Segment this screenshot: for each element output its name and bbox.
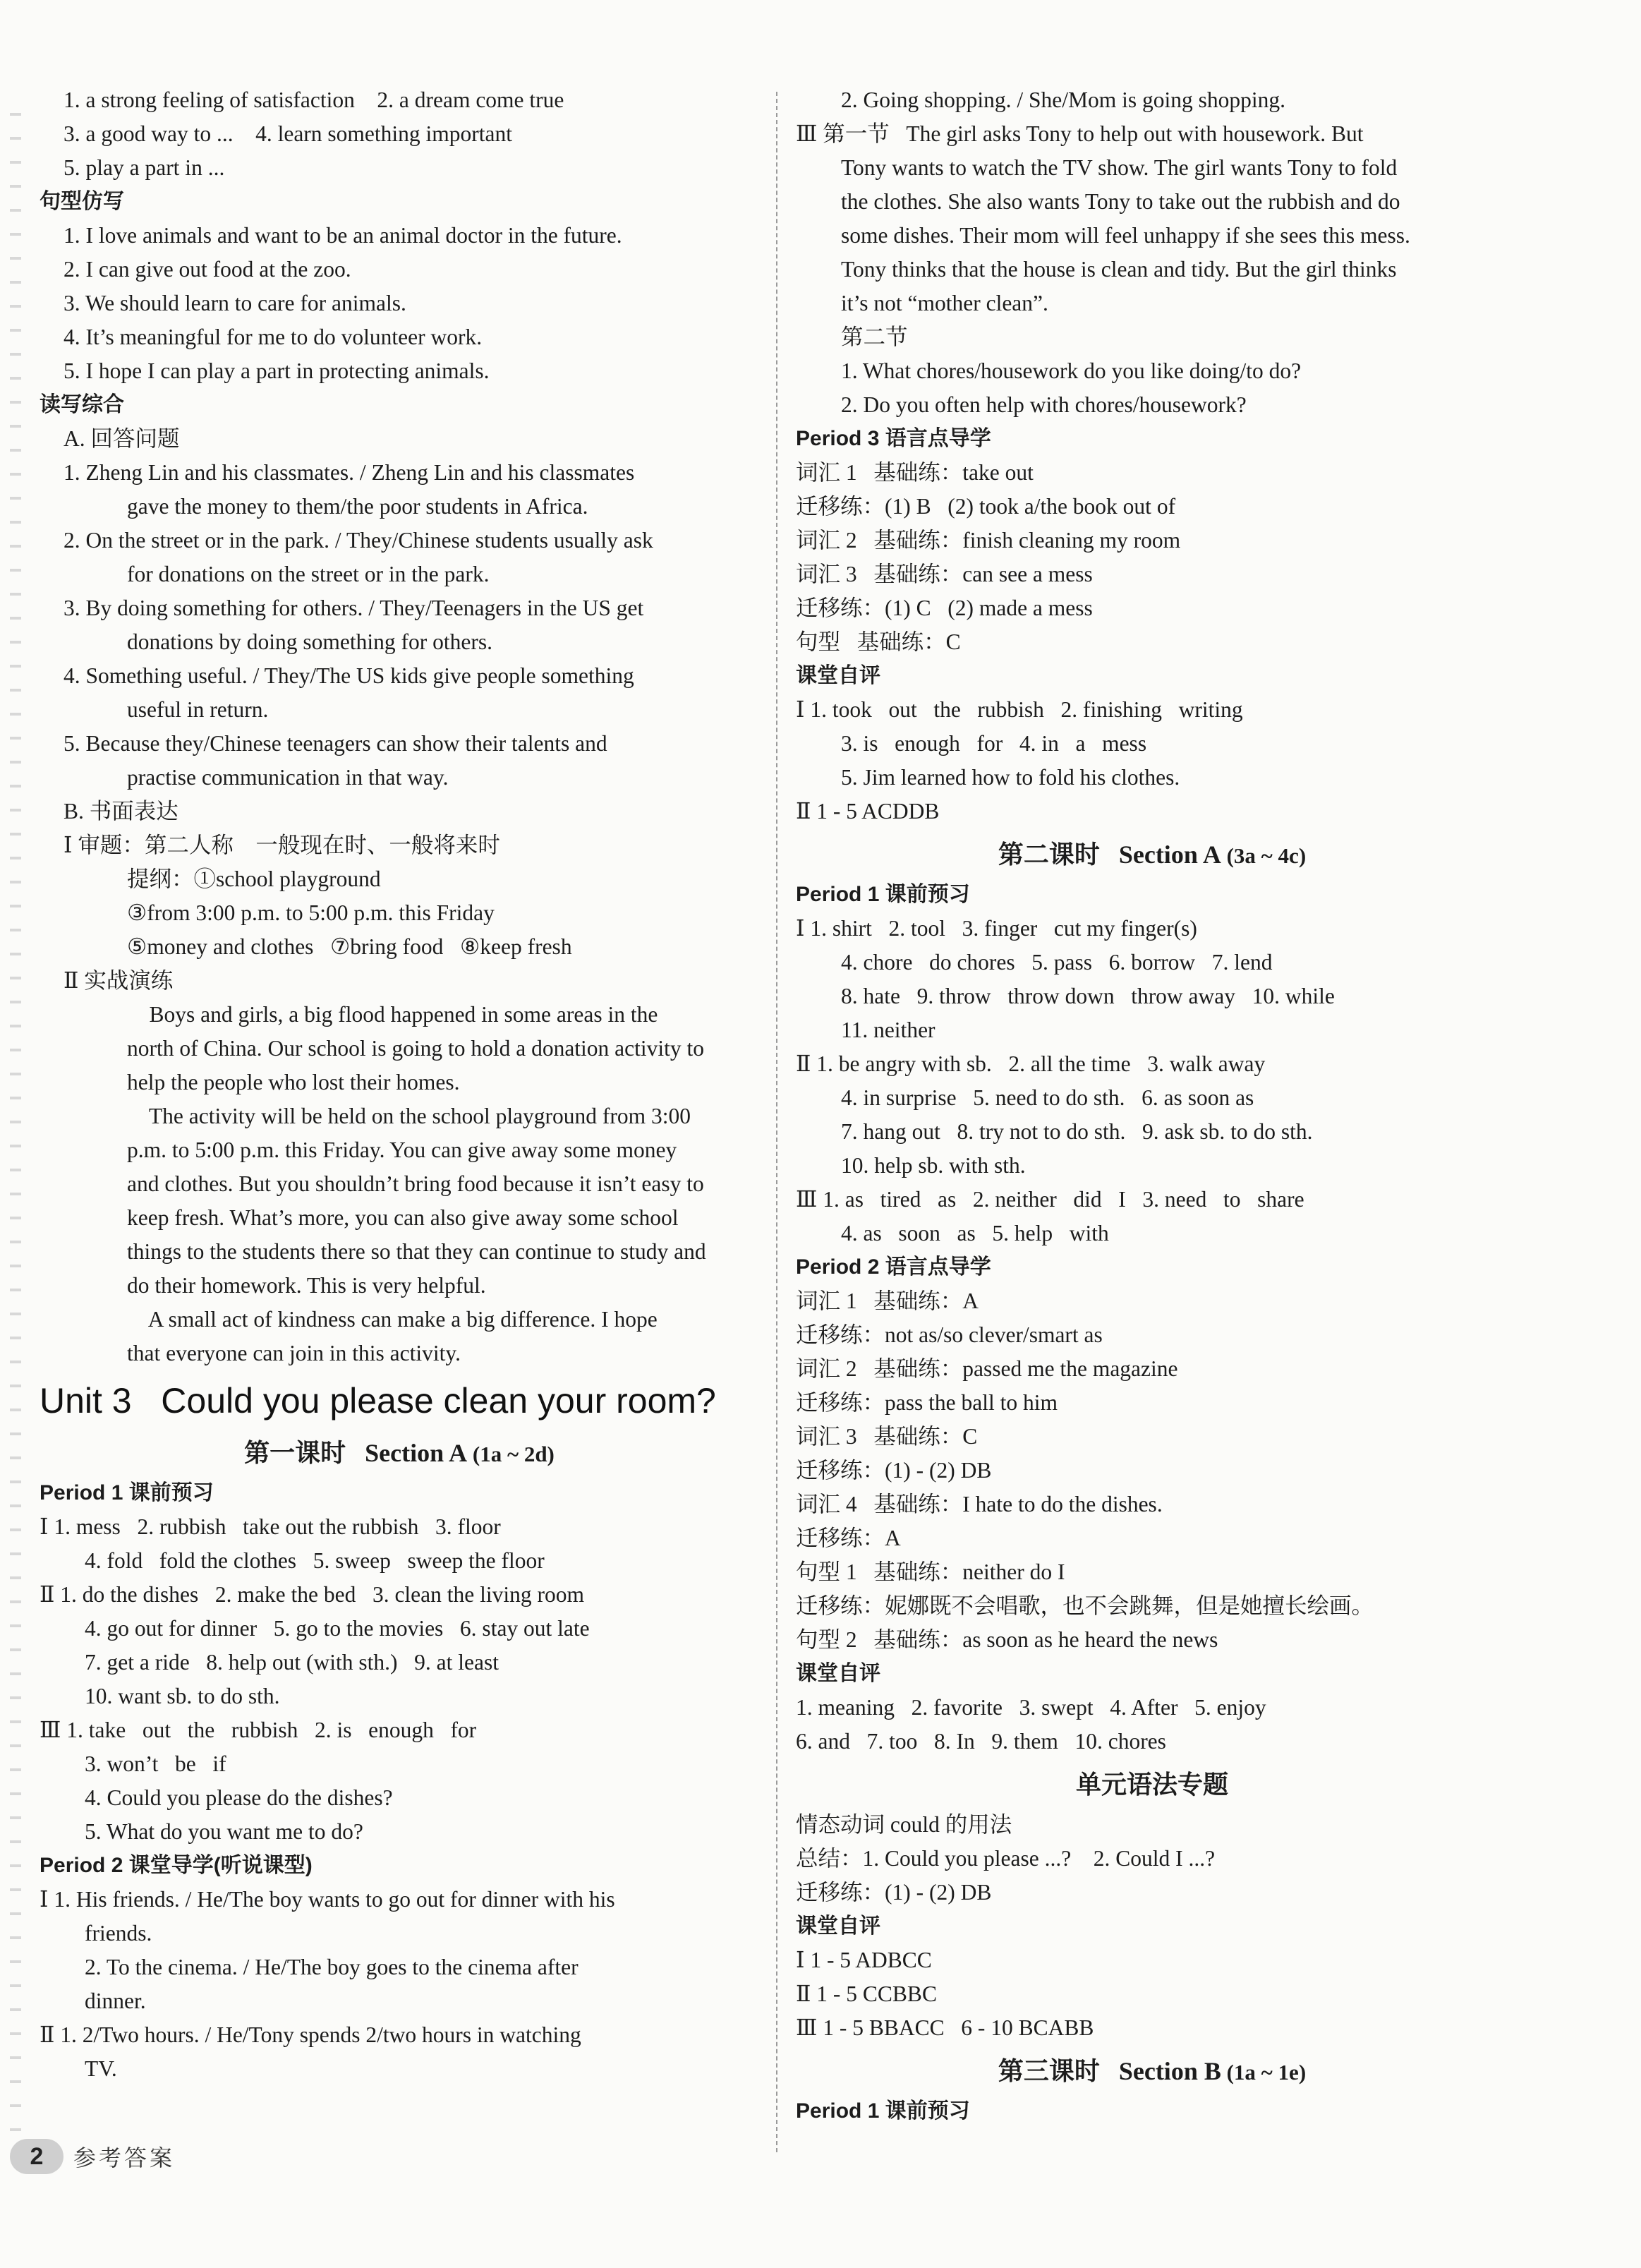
answer-line: 5. play a part in ... [63,155,225,180]
answer-line: 1. What chores/housework do you like doing/to do? [841,358,1302,383]
answer-line: 4. go out for dinner 5. go to the movies 6. stay out late [85,1616,590,1641]
answer-line: Ⅱ 1. do the dishes 2. make the bed 3. clean the living room [40,1582,584,1607]
answer-line: 迁移练：A [796,1526,901,1550]
lesson-heading-main: 第一课时 Section A [244,1439,468,1467]
answer-line: ⑤money and clothes ⑦bring food ⑧keep fresh [127,934,572,959]
right-answers-grammar [796,1808,1508,2045]
answer-line: do their homework. This is very helpful. [127,1273,486,1298]
answer-line: 3. We should learn to care for animals. [63,291,406,315]
answer-line: A. 回答问题 [63,426,180,451]
section-heading: 读写综合 [40,393,124,416]
answer-line: 1. I love animals and want to be an animal doctor in the future. [63,223,622,248]
unit-title: Unit 3 Could you please clean your room? [40,1381,716,1420]
answer-line: 迁移练：妮娜既不会唱歌，也不会跳舞，但是她擅长绘画。 [796,1593,1374,1618]
answer-line: Ⅲ 第一节 The girl asks Tony to help out with housework. But [796,121,1364,146]
section-heading: Period 1 课前预习 [40,1481,214,1504]
answer-line: 总结：1. Could you please ...? 2. Could I ...? [796,1846,1216,1871]
section-heading: Period 1 课前预习 [796,883,970,906]
lesson-heading-range: (3a ~ 4c) [1221,843,1307,868]
answer-line: 7. get a ride 8. help out (with sth.) 9. at least [85,1650,499,1675]
answer-line: 3. won’t be if [85,1751,226,1776]
answer-line: 词汇 2 基础练：finish cleaning my room [796,528,1181,553]
right-answers-part4 [796,2094,1508,2128]
answer-line: 4. It’s meaningful for me to do volunteer work. [63,325,483,349]
answer-line: 4. fold fold the clothes 5. sweep sweep the floor [85,1548,545,1573]
answer-line: 提纲：①school playground [127,867,381,891]
binding-edge [10,92,21,2145]
answer-line: 4. Could you please do the dishes? [85,1785,393,1810]
answer-line: 3. a good way to ... 4. learn something important [63,121,513,146]
answer-line: 1. meaning 2. favorite 3. swept 4. After 5. enjoy [796,1695,1266,1720]
answer-line: Boys and girls, a big flood happened in some areas in the [127,1002,658,1027]
section-heading: Period 2 语言点导学 [796,1255,991,1279]
answer-line: that everyone can join in this activity. [127,1341,461,1365]
answer-line: 5. What do you want me to do? [85,1819,363,1844]
section-heading: Period 2 课堂导学(听说课型) [40,1854,313,1877]
answer-line: keep fresh. What’s more, you can also give away some school [127,1205,679,1230]
answer-line: 6. and 7. too 8. In 9. them 10. chores [796,1729,1166,1754]
answer-line: 10. want sb. to do sth. [85,1684,280,1708]
answer-line: 3. is enough for 4. in a mess [841,731,1147,756]
lesson-heading-range: (1a ~ 2d) [467,1442,555,1466]
answer-line: 词汇 1 基础练：A [796,1289,979,1313]
page-footer [10,2135,264,2178]
section-heading: 课堂自评 [796,1662,880,1685]
answer-line: 词汇 1 基础练：take out [796,460,1034,485]
answer-line: some dishes. Their mom will feel unhappy if she sees this mess. [841,223,1410,248]
answer-line: 2. I can give out food at the zoo. [63,257,351,282]
answer-line: help the people who lost their homes. [127,1070,460,1094]
answer-line: B. 书面表达 [63,799,178,824]
answer-line: 迁移练：(1) - (2) DB [796,1458,992,1483]
answer-line: north of China. Our school is going to hold a donation activity to [127,1036,705,1061]
answer-line: for donations on the street or in the park. [127,562,490,586]
answer-line: 2. On the street or in the park. / They/Chinese students usually ask [63,528,653,553]
answer-line: Ⅰ 1. His friends. / He/The boy wants to go out for dinner with his [40,1887,615,1912]
answer-line: 迁移练：(1) C (2) made a mess [796,596,1093,620]
answer-line: 句型 1 基础练：neither do I [796,1560,1065,1584]
answer-line: 2. Do you often help with chores/housework? [841,392,1247,417]
answer-line: 情态动词 could 的用法 [796,1812,1012,1837]
answer-line: 迁移练：pass the ball to him [796,1390,1058,1415]
answer-line: 迁移练：not as/so clever/smart as [796,1322,1103,1347]
answer-line: 词汇 3 基础练：can see a mess [796,562,1093,586]
answer-line: practise communication in that way. [127,765,449,790]
answer-line: gave the money to them/the poor students in Africa. [127,494,588,519]
answer-line: Ⅱ 实战演练 [63,968,174,993]
answer-line: and clothes. But you shouldn’t bring food because it isn’t easy to [127,1171,704,1196]
answer-line: 5. Because they/Chinese teenagers can show their talents and [63,731,607,756]
answer-line: 7. hang out 8. try not to do sth. 9. ask sb. to do sth. [841,1119,1313,1144]
answer-line: Ⅱ 1. be angry with sb. 2. all the time 3. walk away [796,1051,1266,1076]
left-column [40,83,759,2086]
lesson-heading-3 [796,2045,1508,2094]
right-column [796,83,1508,2128]
answer-line: useful in return. [127,697,269,722]
answer-line: it’s not “mother clean”. [841,291,1048,315]
answer-line: 5. I hope I can play a part in protecting animals. [63,358,490,383]
answer-line: the clothes. She also wants Tony to take out the rubbish and do [841,189,1400,214]
answer-line: ③from 3:00 p.m. to 5:00 p.m. this Friday [127,900,495,925]
answer-line: 词汇 3 基础练：C [796,1424,978,1449]
answer-line: 迁移练：(1) B (2) took a/the book out of [796,494,1176,519]
answer-line: Tony thinks that the house is clean and tidy. But the girl thinks [841,257,1397,282]
section-heading: 课堂自评 [796,664,880,687]
answer-line: things to the students there so that they can continue to study and [127,1239,706,1264]
answer-line: 第二节 [841,325,908,349]
grammar-heading: 单元语法专题 [1075,1771,1228,1799]
answer-line: 8. hate 9. throw throw down throw away 10. while [841,984,1335,1008]
answer-line: 5. Jim learned how to fold his clothes. [841,765,1180,790]
lesson-heading-2 [796,828,1508,878]
answer-line: 词汇 4 基础练：I hate to do the dishes. [796,1492,1163,1516]
answer-line: Ⅰ 1. took out the rubbish 2. finishing writing [796,697,1243,722]
lesson-heading-1 [40,1427,759,1476]
answer-line: 2. Going shopping. / She/Mom is going shopping. [841,88,1286,112]
answer-line: The activity will be held on the school playground from 3:00 [127,1104,691,1128]
answer-line: 4. chore do chores 5. pass 6. borrow 7. lend [841,950,1273,975]
answer-line: Ⅰ 1. mess 2. rubbish take out the rubbish 3. floor [40,1514,501,1539]
answer-line: A small act of kindness can make a big difference. I hope [127,1307,658,1332]
answer-line: Ⅲ 1 - 5 BBACC 6 - 10 BCABB [796,2015,1094,2040]
right-answers-part1 [796,83,1508,828]
answer-line: 句型 基础练：C [796,629,961,654]
answer-line: TV. [85,2056,117,2081]
answer-line: 句型 2 基础练：as soon as he heard the news [796,1627,1218,1652]
answer-line: 4. Something useful. / They/The US kids give people something [63,663,634,688]
answer-line: 1. Zheng Lin and his classmates. / Zheng Lin and his classmates [63,460,635,485]
answer-line: friends. [85,1921,152,1946]
answer-line: Tony wants to watch the TV show. The girl wants Tony to fold [841,155,1398,180]
left-answers-unit3 [40,1476,759,2086]
answer-line: Ⅲ 1. as tired as 2. neither did I 3. need to share [796,1187,1304,1212]
answer-line: Ⅱ 1 - 5 CCBBC [796,1982,937,2006]
answer-line: donations by doing something for others. [127,629,492,654]
answer-line: Ⅰ 1 - 5 ADBCC [796,1948,932,1972]
section-heading: Period 3 语言点导学 [796,427,991,450]
section-heading: 课堂自评 [796,1914,880,1938]
answer-line: 1. a strong feeling of satisfaction 2. a dream come true [63,88,564,112]
answer-line: 迁移练：(1) - (2) DB [796,1880,992,1905]
answer-line: 词汇 2 基础练：passed me the magazine [796,1356,1178,1381]
answer-line: Ⅰ 审题：第二人称 一般现在时、一般将来时 [63,833,500,857]
page-number: 2 [10,2139,63,2174]
answer-line: Ⅱ 1. 2/Two hours. / He/Tony spends 2/two hours in watching [40,2022,581,2047]
answer-line: 10. help sb. with sth. [841,1153,1026,1178]
lesson-heading-range: (1a ~ 1e) [1221,2060,1307,2085]
answer-line: p.m. to 5:00 p.m. this Friday. You can give away some money [127,1138,677,1162]
answer-line: 4. as soon as 5. help with [841,1221,1109,1245]
answer-line: 4. in surprise 5. need to do sth. 6. as soon as [841,1085,1254,1110]
answer-line: dinner. [85,1989,146,2013]
answer-line: Ⅰ 1. shirt 2. tool 3. finger cut my finger(s) [796,916,1197,941]
answer-line: Ⅲ 1. take out the rubbish 2. is enough for [40,1718,477,1742]
section-heading: 句型仿写 [40,190,124,213]
left-answers-unit2 [40,83,759,1370]
answer-line: 2. To the cinema. / He/The boy goes to the cinema after [85,1955,579,1979]
answer-line: 11. neither [841,1018,935,1042]
section-heading: Period 1 课前预习 [796,2099,970,2123]
column-divider [776,92,777,2152]
right-answers-part2 [796,878,1508,1759]
answer-line: 3. By doing something for others. / They/Teenagers in the US get [63,596,644,620]
lesson-heading-main: 第三课时 Section B [998,2057,1221,2085]
lesson-heading-main: 第二课时 Section A [998,840,1221,869]
footer-label: 参考答案 [73,2145,176,2171]
answer-line: Ⅱ 1 - 5 ACDDB [796,799,940,824]
